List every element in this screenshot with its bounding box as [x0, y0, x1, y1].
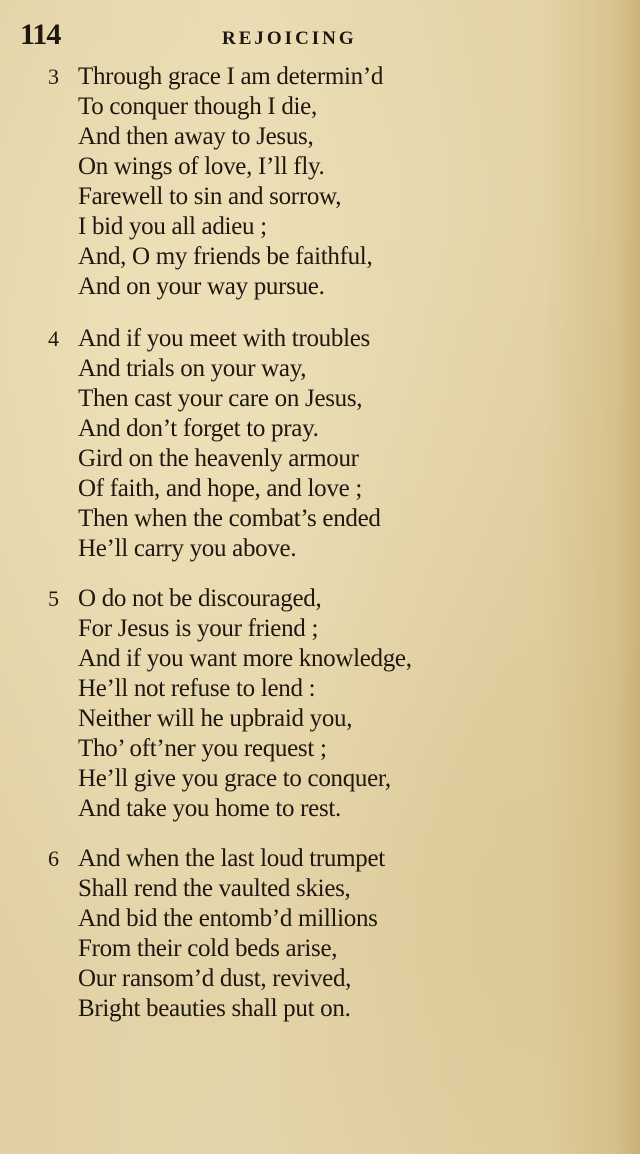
verse-line: And on your way pursue.: [78, 273, 325, 300]
verse-line: To conquer though I die,: [78, 93, 317, 120]
verse-line: Bright beauties shall put on.: [78, 995, 351, 1022]
verse-line: And if you want more knowledge,: [78, 645, 412, 672]
verse-line: O do not be discouraged,: [78, 585, 322, 612]
verse-line: Shall rend the vaulted skies,: [78, 875, 351, 902]
verse-line: And take you home to rest.: [78, 795, 341, 822]
verse-line: From their cold beds arise,: [78, 935, 338, 962]
verse-line: Our ransom’d dust, revived,: [78, 965, 352, 992]
verse-line: He’ll give you grace to conquer,: [78, 765, 391, 792]
verse-line: Gird on the heavenly armour: [78, 445, 359, 472]
verse-line: And bid the entomb’d millions: [78, 905, 378, 932]
verse-number: 5: [48, 586, 59, 611]
verse-line: And then away to Jesus,: [78, 123, 314, 150]
verse-line: For Jesus is your friend ;: [78, 615, 319, 642]
verse-line: Tho’ oft’ner you request ;: [78, 735, 327, 762]
verse-line: He’ll carry you above.: [78, 535, 297, 562]
running-title: REJOICING: [222, 28, 357, 49]
verse-line: Through grace I am determin’d: [78, 63, 384, 90]
verse-number: 6: [48, 846, 59, 871]
verse-line: And, O my friends be faithful,: [78, 243, 373, 270]
page-number: 114: [20, 18, 61, 51]
verse-line: On wings of love, I’ll fly.: [78, 153, 325, 180]
verse-line: I bid you all adieu ;: [78, 213, 267, 240]
verse-line: He’ll not refuse to lend :: [78, 675, 316, 702]
page-header: [0, 18, 640, 58]
verse-line: Then cast your care on Jesus,: [78, 385, 363, 412]
verse-line: Farewell to sin and sorrow,: [78, 183, 342, 210]
verse-line: And when the last loud trumpet: [78, 845, 385, 872]
verse-line: And don’t forget to pray.: [78, 415, 319, 442]
verse-line: And trials on your way,: [78, 355, 307, 382]
verse-line: Of faith, and hope, and love ;: [78, 475, 362, 502]
verse-line: And if you meet with troubles: [78, 325, 370, 352]
verse-line: Then when the combat’s ended: [78, 505, 381, 532]
verse-line: Neither will he upbraid you,: [78, 705, 353, 732]
verse-number: 4: [48, 326, 59, 351]
verse-number: 3: [48, 64, 59, 89]
